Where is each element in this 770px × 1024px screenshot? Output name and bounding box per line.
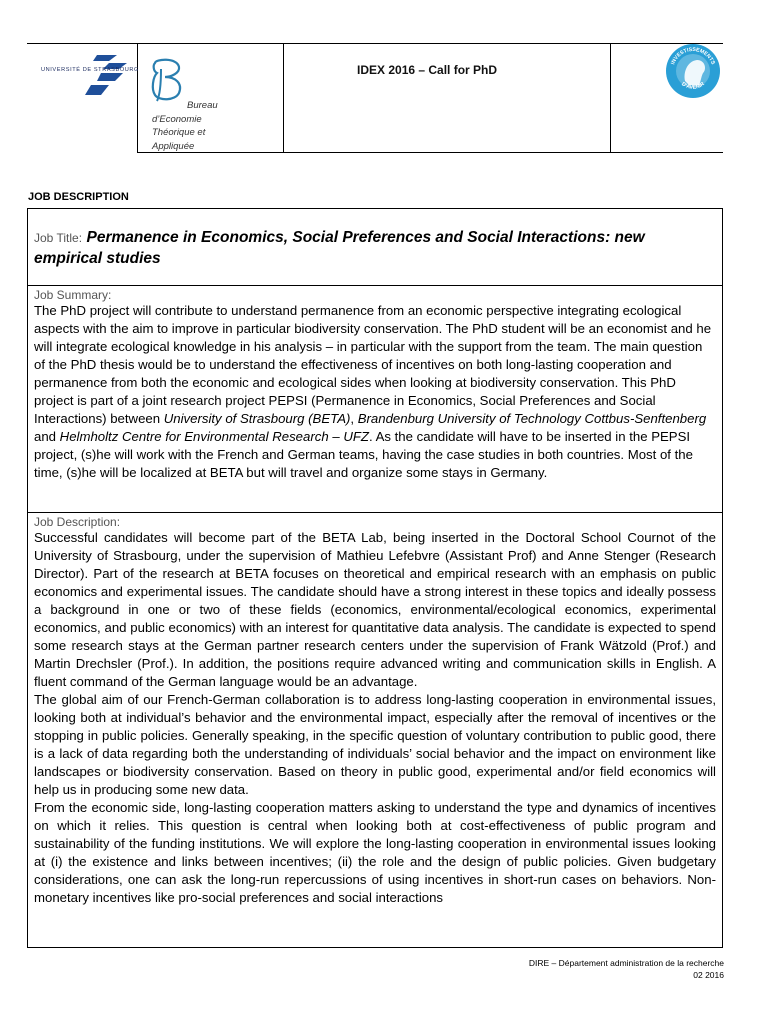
job-title-row <box>28 209 722 285</box>
footer-department: DIRE – Département administration de la recherche <box>528 958 724 968</box>
bureau-name <box>152 99 242 153</box>
summary-text-part: . As the candidate will have to be inserted in the PEPSI project, (s)he will work with the French and German teams, having the case studies in both countries. Most of the time, (s)he will be localized at BETA but will travel and organize some stays in Germany. <box>34 429 693 480</box>
job-description-table <box>27 208 723 948</box>
beta-logo <box>147 57 187 103</box>
summary-separator: , <box>350 411 358 426</box>
header-top-rule <box>27 43 723 44</box>
description-paragraph: From the economic side, long-lasting cooperation matters asking to understand the type and dynamics of incentives on which it relies. This question is central when looking both at cost-effectiveness of public program and sustainability of the funding institutions. We will explore the long-lasting cooperation in environmental issues looking at (i) the existence and links between incentives; (ii) the role and the design of public policies. Given budgetary considerations, one can ask the long-run repercussions of using incentives in short-run cases on behaviors. Non-monetary incentives like pro-social preferences and social interactions <box>34 800 716 905</box>
bureau-line: d’Economie <box>152 113 202 125</box>
partner-btu: Brandenburg University of Technology Cottbus-Senftenberg <box>357 411 707 426</box>
job-summary-row <box>28 286 722 499</box>
partner-ufz: Helmholtz Centre for Environmental Research – UFZ <box>59 429 369 444</box>
bureau-line: Appliquée <box>152 140 195 152</box>
footer-date: 02 2016 <box>693 970 724 980</box>
job-title-label: Job Title: <box>34 231 83 245</box>
call-title: IDEX 2016 – Call for PhD <box>357 63 498 77</box>
description-paragraph: Successful candidates will become part of the BETA Lab, being inserted in the Doctoral School Cournot of the University of Strasbourg, under the supervision of Mathieu Lefebvre (Assistant Prof) and Anne Stenger (Research Director). Part of the research at BETA focuses on theoretical and empirical research with an emphasis on public economics and experimental issues. The candidate should have a strong interest in these topics and ideally possess a background in one or two of these fields (economics, environmental/ecological economics, experimental economics, and public economics) with an interest for quantitative data analysis. The candidate is expected to spend some research stays at the German partner research centers under the supervision of Frank Wätzold (Prof.) and Martin Drechsler (Prof.). In addition, the positions require advanced writing and communication skills in English. A fluent command of the German language would be an advantage. <box>34 530 716 689</box>
university-logo-text: UNIVERSITÉ DE STRASBOURG <box>41 67 140 73</box>
bureau-line: Théorique et <box>152 127 206 138</box>
summary-text-part: The PhD project will contribute to understand permanence from an economic perspective integrating ecological aspects with the aim to improve in particular biodiversity conservation. The PhD student will be an economist and he will integrate ecological knowledge in his analysis – in particular with the support from the team. The main question of the PhD thesis would be to understand the effectiveness of incentives on both long-lasting cooperation and permanence from both the economic and ecological sides when looking at biodiversity conservation. This PhD project is part of a joint research project PEPSI (Permanence in Economics, Social Preferences and Social Interactions) between <box>34 303 712 426</box>
bureau-line: Bureau <box>187 100 218 111</box>
page-footer <box>529 957 724 981</box>
seal-text-bottom: D’AVENIR <box>680 81 706 91</box>
partner-beta: University of Strasbourg (BETA) <box>163 411 351 426</box>
investissements-avenir-seal <box>665 43 721 99</box>
document-header <box>27 43 723 153</box>
description-paragraph: The global aim of our French-German collaboration is to address long-lasting cooperation in environmental issues, looking both at individual’s behavior and the environmental impact, especially after the removal of incentives or the stopping in public policies. Generally speaking, in the specific question of voluntary contribution to public good, there is a lack of data regarding both the understanding of individuals’ social behavior and the impact on environment like landscapes or biodiversity conservation. Based on theory in public good, experimental and/or field economics will help us in producing some new data. <box>34 692 716 797</box>
section-heading: JOB DESCRIPTION <box>28 191 129 203</box>
job-description-label: Job Description: <box>34 515 121 529</box>
university-of-strasbourg-logo <box>39 51 159 96</box>
header-divider-mid <box>283 43 284 153</box>
job-summary-text <box>34 302 716 482</box>
job-title-value: Permanence in Economics, Social Preferences and Social Interactions: new empirical studies <box>34 229 645 267</box>
job-description-row <box>28 513 722 948</box>
summary-separator: and <box>34 429 60 444</box>
job-description-text <box>34 529 716 907</box>
job-summary-label: Job Summary: <box>34 288 112 302</box>
header-divider-right <box>610 43 611 153</box>
seal-text-top: INVESTISSEMENTS <box>670 46 716 66</box>
